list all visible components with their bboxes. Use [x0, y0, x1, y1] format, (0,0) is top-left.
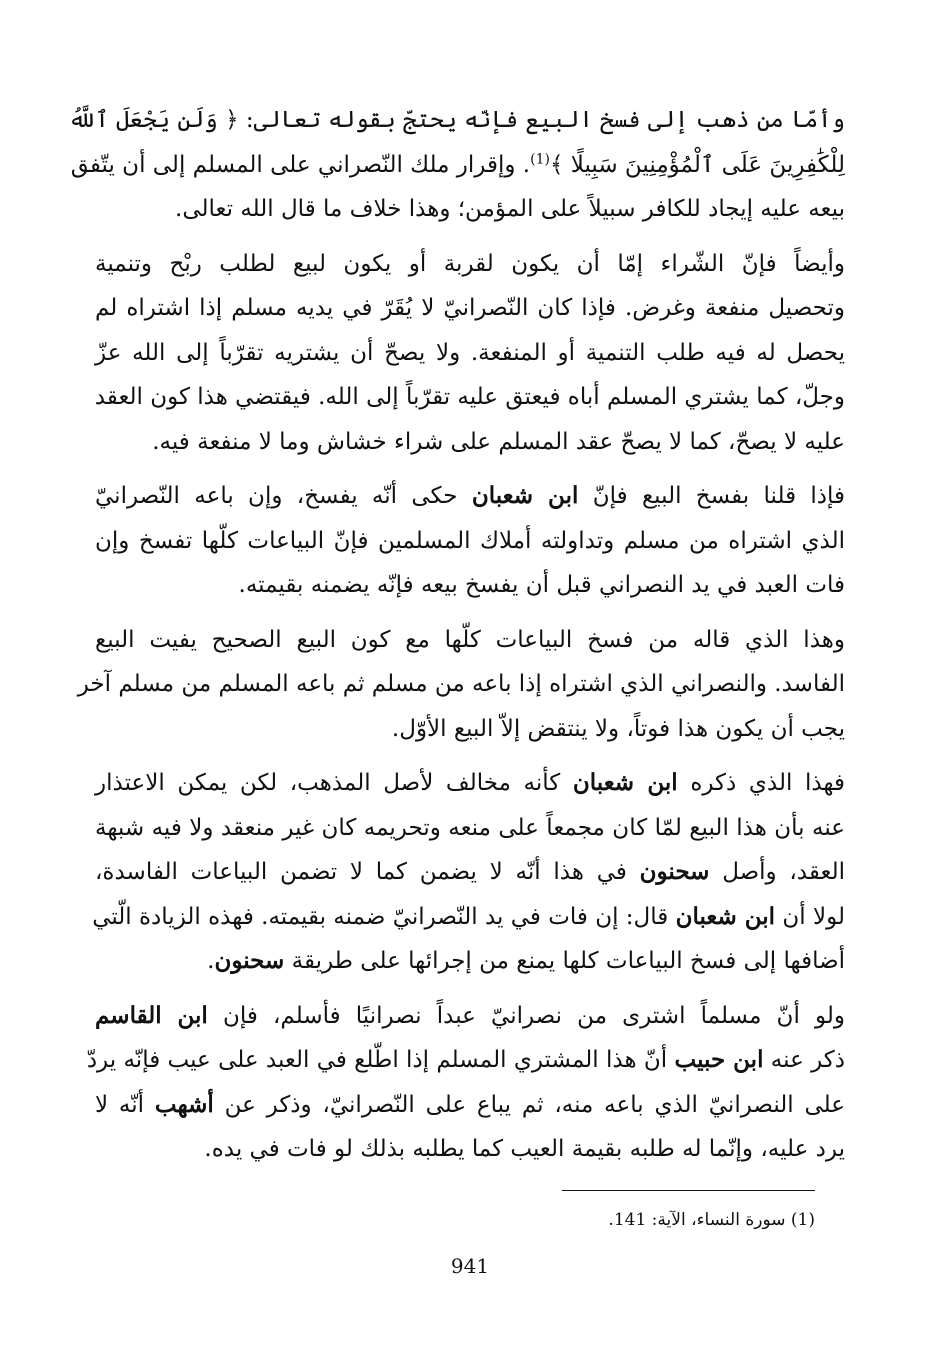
text-line	[95, 939, 845, 984]
paragraph-4	[77, 618, 845, 752]
text-line	[95, 474, 845, 519]
text-line	[70, 143, 845, 188]
page-body	[68, 98, 846, 1182]
text-segment: ذكر عنه	[770, 1047, 845, 1073]
text-segment: .	[207, 948, 215, 974]
text-line: عنه بأن هذا البيع لمّا كان مجمعاً على منعه وتحريمه كان غير منعقد ولا فيه شبهة	[95, 814, 845, 841]
text-segment: أنّ هذا المشتري المسلم إذا اطّلع في العبد على عيب فإنّه يردّ	[86, 1047, 668, 1073]
text-line: الذي اشتراه من مسلم وتداولته أملاك المسلمين فإنّ البياعات كلّها تفسخ وإن	[95, 527, 845, 554]
text-line: وجلّ، كما يشتري المسلم أباه فيعتق عليه تقرّباً إلى الله. فيقتضي هذا كون العقد	[94, 384, 845, 410]
paragraph-2	[95, 242, 845, 465]
text-segment: لولا أن	[782, 903, 845, 930]
text-line: وأمّا من ذهب إلى فسخ البيع فإنّه يحتجّ بقوله تعالى: ﴿ وَلَن يَجْعَلَ ٱللَّهُ	[68, 107, 845, 133]
paragraph-1	[68, 98, 845, 232]
text-segment: فهذا الذي ذكره	[690, 770, 846, 796]
text-line: وتحصيل منفعة وغرض. فإذا كان النّصرانيّ لا يُقَرّ في يديه مسلم إذا اشتراه لم	[95, 295, 845, 321]
footnote-reference: (1)	[530, 150, 550, 167]
text-segment: حكى أنّه يفسخ، وإن باعه النّصرانيّ	[95, 483, 458, 509]
text-line: عليه لا يصحّ، كما لا يصحّ عقد المسلم على شراء خشاش وما لا منفعة فيه.	[152, 428, 845, 455]
footnote-separator	[562, 1190, 815, 1191]
text-line: الفاسد. والنصراني الذي اشتراه إذا باعه من مسلم ثم باعه المسلم من مسلم آخر	[77, 671, 845, 697]
scholar-name: ابن القاسم	[95, 1001, 208, 1029]
text-line	[95, 994, 845, 1039]
page-number: 941	[450, 1254, 490, 1278]
text-line: يجب أن يكون هذا فوتاً، ولا ينتقض إلاّ البيع الأوّل.	[391, 715, 845, 742]
paragraph-5	[92, 761, 846, 984]
quran-verse: لِلْكَٰفِرِينَ عَلَى ٱلْمُؤْمِنِينَ سَبِيلًا ﴾	[549, 151, 845, 178]
text-line: وأيضاً فإنّ الشّراء إمّا أن يكون لقربة أو يكون لبيع لطلب ربْح وتنمية	[95, 250, 845, 277]
text-segment: في هذا أنّه لا يضمن كما لا تضمن البياعات الفاسدة،	[95, 859, 627, 885]
text-segment: العقد، وأصل	[722, 859, 846, 885]
scholar-name: ابن شعبان	[675, 902, 776, 930]
paragraph-6	[86, 994, 846, 1172]
text-line	[95, 850, 845, 895]
text-line: يرد عليه، وإنّما له طلبه بقيمة العيب كما يطلبه بذلك لو فات في يده.	[204, 1136, 845, 1162]
text-segment: فإذا قلنا بفسخ البيع فإنّ	[592, 483, 846, 509]
text-line	[86, 1038, 845, 1083]
scholar-name: ابن شعبان	[471, 482, 579, 509]
text-segment: قال: إن فات في يد النّصرانيّ ضمنه بقيمته. فهذه الزيادة الّتي	[92, 903, 669, 930]
text-segment: كأنه مخالف لأصل المذهب، لكن يمكن الاعتذار	[95, 770, 561, 796]
text-line: يحصل له فيه طلب التنمية أو المنفعة. ولا يصحّ أن يشتريه تقرّباً إلى الله عزّ	[95, 339, 845, 366]
text-line: وهذا الذي قاله من فسخ البياعات كلّها مع كون البيع الصحيح يفيت البيع	[95, 626, 845, 653]
scholar-name: ابن شعبان	[572, 769, 678, 796]
scholar-name: أشهب	[154, 1090, 214, 1118]
text-segment: أنّه لا	[95, 1091, 145, 1118]
text-segment: أضافها إلى فسخ البياعات كلها يمنع من إجرائها على طريقة	[291, 948, 845, 974]
scholar-name: ابن حبيب	[674, 1046, 764, 1073]
text-line: بيعه عليه إيجاد للكافر سبيلاً على المؤمن؛ وهذا خلاف ما قال الله تعالى.	[175, 196, 845, 222]
text-segment: ولو أنّ مسلماً اشترى من نصرانيّ عبداً نصرانيًا فأسلم، فإن	[222, 1002, 845, 1029]
text-line	[92, 895, 845, 940]
scholar-name: سحنون	[639, 858, 710, 885]
scholar-name: سحنون	[214, 947, 285, 974]
text-line	[95, 1083, 845, 1128]
footnote: (1) سورة النساء، الآية: 141.	[608, 1210, 815, 1230]
text-segment: على النصرانيّ الذي باعه منه، ثم يباع على النّصرانيّ، وذكر عن	[224, 1091, 846, 1118]
text-segment: . وإقرار ملك النّصراني على المسلم إلى أن يتّفق	[70, 151, 531, 178]
text-line	[95, 761, 845, 806]
text-line: فات العبد في يد النصراني قبل أن يفسخ بيعه فإنّه يضمنه بقيمته.	[238, 572, 845, 598]
paragraph-3	[95, 474, 845, 608]
